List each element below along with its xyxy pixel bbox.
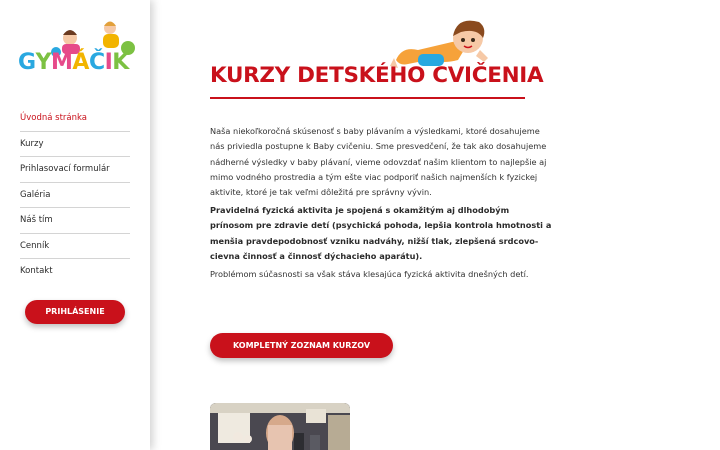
site-logo[interactable] bbox=[18, 18, 133, 80]
nav-item-team[interactable]: Náš tím bbox=[20, 208, 130, 234]
nav-item-pricing[interactable]: Cenník bbox=[20, 234, 130, 260]
intro-text bbox=[210, 124, 555, 285]
course-list-button[interactable]: KOMPLETNÝ ZOZNAM KURZOV bbox=[210, 333, 393, 358]
class-photo-image bbox=[210, 403, 350, 450]
sidebar bbox=[0, 0, 150, 450]
login-button[interactable]: PRIHLÁSENIE bbox=[25, 300, 125, 324]
problem-paragraph: Problémom súčasnosti sa však stáva klesajúca fyzická aktivita dnešných detí. bbox=[210, 269, 529, 280]
benefits-paragraph: Pravidelná fyzická aktivita je spojená s okamžitým aj dlhodobým prínosom pre zdravie detí (psychická pohoda, lepšia kontrola hmotnosti a menšia pravdepodobnosť vzniku nadváhy, nižší tlak, zlepšená srdcovo-cievna činnosť a činnosť dýchacieho aparátu). bbox=[210, 204, 552, 261]
main-nav bbox=[20, 106, 130, 285]
logo-wordmark: GYMÁČIK bbox=[18, 50, 129, 75]
title-divider bbox=[210, 97, 525, 99]
nav-item-home[interactable]: Úvodná stránka bbox=[20, 106, 130, 132]
page-title: KURZY DETSKÉHO CVIČENIA bbox=[210, 63, 544, 88]
nav-item-gallery[interactable]: Galéria bbox=[20, 183, 130, 209]
nav-item-registration-form[interactable]: Prihlasovací formulár bbox=[20, 157, 130, 183]
nav-item-courses[interactable]: Kurzy bbox=[20, 132, 130, 158]
nav-item-contact[interactable]: Kontakt bbox=[20, 266, 53, 276]
class-photo[interactable] bbox=[210, 403, 350, 450]
intro-paragraph: Naša niekoľkoročná skúsenosť s baby plávaním a výsledkami, ktoré dosahujeme nás priviedla postupne k Baby cvičeniu. Sme presvedčení, že tak ako dosahujeme nádherné výsledky v baby plávaní, vieme odovzdať našim klientom to najlepšie aj mimo vodného prostredia a tým ešte viac podporiť našich najmenších k fyzickej aktivite, ktoré je tak veľmi dôležitá pre správny vývin. bbox=[210, 126, 547, 198]
